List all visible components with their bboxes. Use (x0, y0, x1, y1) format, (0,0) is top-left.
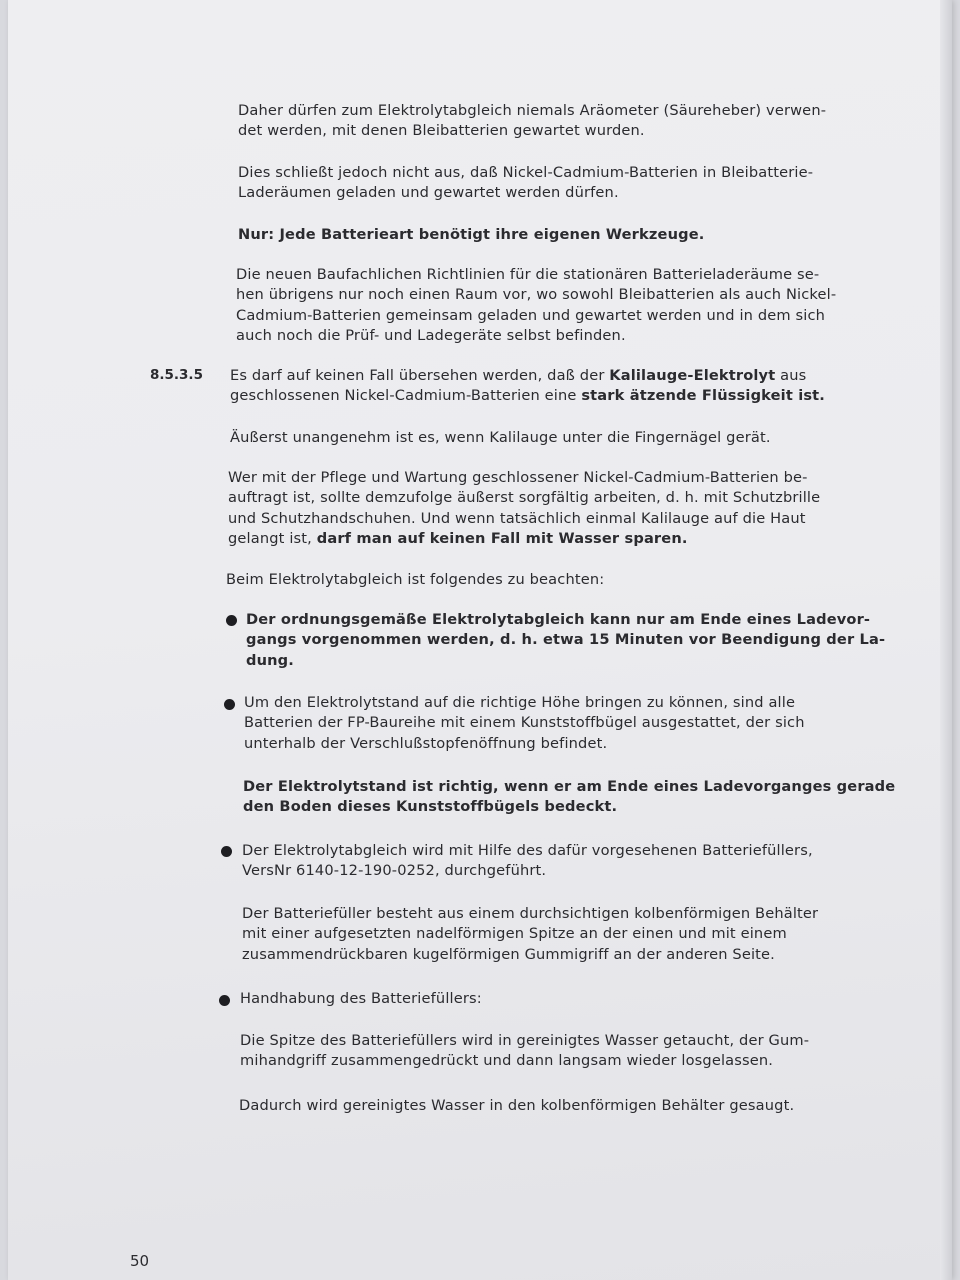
section-number: 8.5.3.5 (150, 367, 203, 383)
paragraph-beachten (226, 570, 604, 590)
bullet-icon (226, 615, 237, 626)
page-edge (940, 0, 952, 1280)
text-line: dung. (246, 651, 294, 669)
page-number: 50 (130, 1252, 150, 1270)
paragraph-behaelter (242, 904, 818, 965)
text-line: Der Elektrolytstand ist richtig, wenn er am Ende eines Ladevorganges gerade (243, 778, 896, 795)
text-line: Um den Elektrolytstand auf die richtige Höhe bringen zu können, sind alle (244, 694, 796, 711)
text-line: Beim Elektrolytabgleich ist folgendes zu beachten: (226, 571, 605, 588)
paragraph-araeometer (238, 101, 826, 142)
paragraph-laderaeume (238, 163, 813, 204)
bullet-icon (221, 846, 232, 857)
text-line: gelangt ist, darf man auf keinen Fall mit Wasser sparen. (228, 529, 688, 547)
text-line: und Schutzhandschuhen. Und wenn tatsächlich einmal Kalilauge auf die Haut (228, 509, 806, 527)
text-line: Nur: Jede Batterieart benötigt ihre eigenen Werkzeuge. (238, 226, 705, 243)
text-line: hen übrigens nur noch einen Raum vor, wo sowohl Bleibatterien als auch Nickel- (236, 286, 837, 304)
text-line: Wer mit der Pflege und Wartung geschlossener Nickel-Cadmium-Batterien be- (228, 469, 808, 486)
text-line: Cadmium-Batterien gemeinsam geladen und gewartet werden und in dem sich (236, 306, 826, 324)
text-line: Dies schließt jedoch nicht aus, daß Nickel-Cadmium-Batterien in Bleibatterie- (238, 164, 814, 181)
bullet-handhabung (240, 989, 482, 1009)
text-line: Batterien der FP-Baureihe mit einem Kunststoffbügel ausgestattet, der sich (244, 714, 805, 732)
text-line: zusammendrückbaren kugelförmigen Gummigriff an der anderen Seite. (242, 945, 775, 963)
text-line: Die Spitze des Batteriefüllers wird in gereinigtes Wasser getaucht, der Gum- (240, 1032, 810, 1049)
paragraph-fingernaegel (230, 428, 771, 448)
text-line: Laderäumen geladen und gewartet werden dürfen. (238, 184, 619, 202)
text-line: mihandgriff zusammengedrückt und dann langsam wieder losgelassen. (240, 1052, 774, 1070)
text-line: Handhabung des Batteriefüllers: (240, 990, 482, 1007)
bullet-batteriefueller (242, 841, 813, 882)
document-page (8, 0, 952, 1280)
text-line: Der Batteriefüller besteht aus einem durchsichtigen kolbenförmigen Behälter (242, 905, 819, 922)
text-line: Daher dürfen zum Elektrolytabgleich niemals Aräometer (Säureheber) verwen- (238, 102, 827, 119)
text-line: geschlossenen Nickel-Cadmium-Batterien eine stark ätzende Flüssigkeit ist. (230, 387, 825, 405)
paragraph-kalilauge (230, 366, 825, 407)
text-line: Äußerst unangenehm ist es, wenn Kalilauge unter die Fingernägel gerät. (230, 429, 771, 446)
paragraph-elektrolytstand-richtig (243, 777, 895, 818)
text-line: VersNr 6140-12-190-0252, durchgeführt. (242, 862, 547, 880)
text-line: auftragt ist, sollte demzufolge äußerst sorgfältig arbeiten, d. h. mit Schutzbrille (228, 489, 821, 507)
bullet-icon (219, 995, 230, 1006)
text-line: gangs vorgenommen werden, d. h. etwa 15 Minuten vor Beendigung der La- (246, 631, 886, 649)
text-line: den Boden dieses Kunststoffbügels bedeckt. (243, 798, 618, 816)
paragraph-schutz (228, 468, 820, 549)
bullet-icon (224, 699, 235, 710)
text-line: Der Elektrolytabgleich wird mit Hilfe des dafür vorgesehenen Batteriefüllers, (242, 842, 813, 859)
paragraph-werkzeuge (238, 225, 704, 245)
text-line: unterhalb der Verschlußstopfenöffnung befindet. (244, 734, 608, 752)
paragraph-richtlinien (236, 265, 836, 346)
bullet-ladevorgang (246, 610, 885, 671)
text-line: det werden, mit denen Bleibatterien gewartet wurden. (238, 122, 645, 140)
paragraph-spitze (240, 1031, 809, 1072)
text-line: Es darf auf keinen Fall übersehen werden, daß der Kalilauge-Elektrolyt aus (230, 367, 807, 384)
paragraph-gesaugt (239, 1096, 794, 1116)
text-line: Dadurch wird gereinigtes Wasser in den kolbenförmigen Behälter gesaugt. (239, 1097, 795, 1114)
text-line: Der ordnungsgemäße Elektrolytabgleich kann nur am Ende eines Ladevor- (246, 611, 871, 628)
text-line: mit einer aufgesetzten nadelförmigen Spitze an der einen und mit einem (242, 925, 787, 943)
text-line: auch noch die Prüf- und Ladegeräte selbst befinden. (236, 326, 626, 344)
bullet-elektrolytstand (244, 693, 805, 754)
text-line: Die neuen Baufachlichen Richtlinien für die stationären Batterieladeräume se- (236, 266, 820, 283)
